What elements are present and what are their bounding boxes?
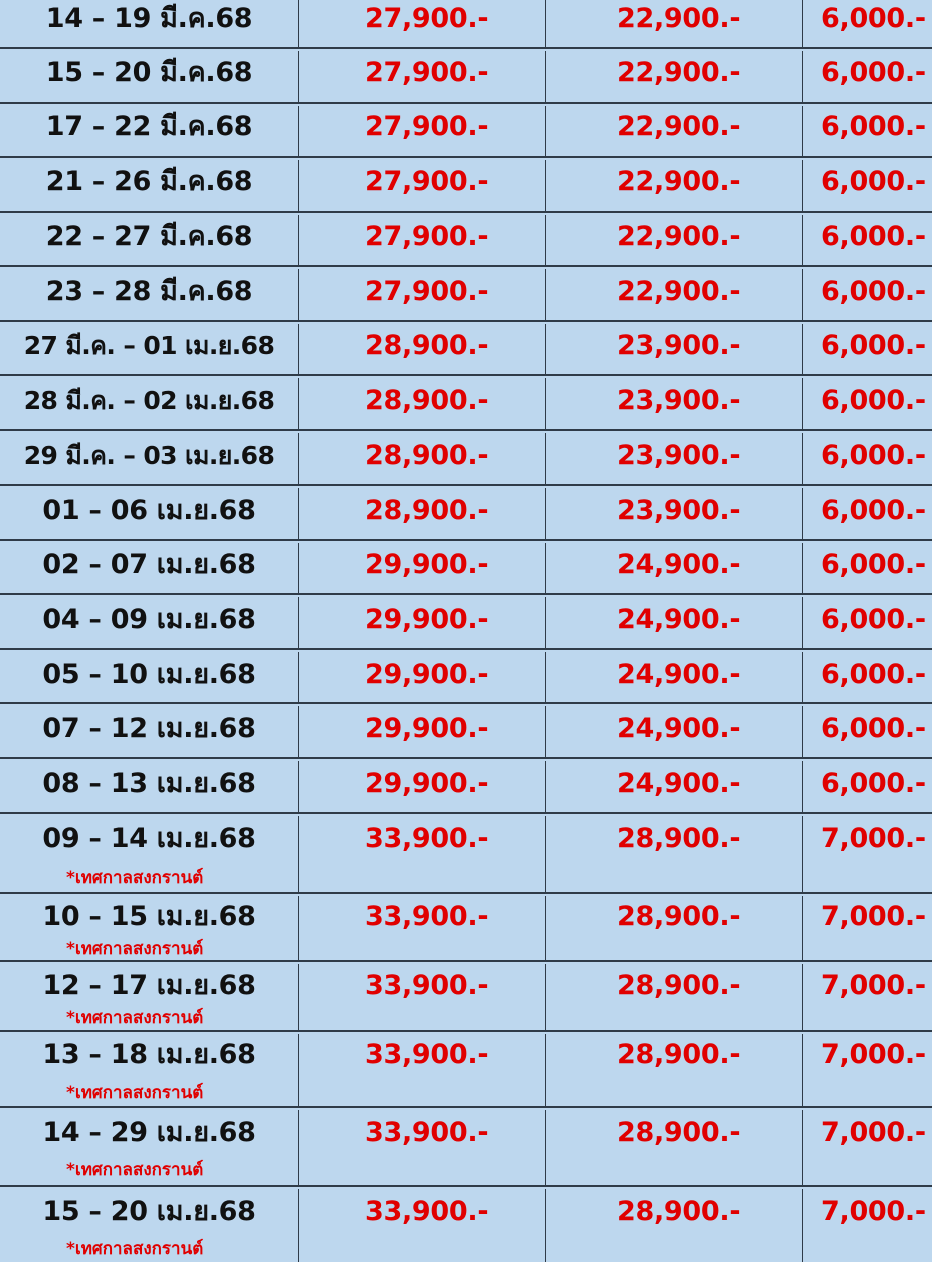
adult-price-cell: [298, 269, 545, 320]
child-price-cell: [545, 378, 802, 429]
child-price: 23,900.-: [617, 330, 741, 361]
child-price-cell: [545, 706, 802, 757]
adult-price-cell: [298, 1189, 545, 1262]
date-cell: [0, 51, 298, 102]
single-supplement-price-cell: [802, 652, 932, 702]
child-price: 23,900.-: [617, 385, 741, 416]
child-price-cell: [545, 160, 802, 211]
child-price: 22,900.-: [617, 221, 741, 252]
travel-date: 02 – 07 เม.ย.68: [42, 549, 256, 580]
single-supplement-price: 6,000.-: [821, 549, 926, 580]
travel-date: 01 – 06 เม.ย.68: [42, 495, 256, 526]
single-supplement-price: 7,000.-: [821, 823, 926, 854]
single-supplement-price: 7,000.-: [821, 1196, 926, 1227]
child-price-cell: [545, 51, 802, 102]
single-supplement-price-cell: [802, 896, 932, 960]
child-price-cell: [545, 433, 802, 484]
adult-price: 27,900.-: [365, 276, 489, 307]
adult-price: 27,900.-: [365, 3, 489, 34]
child-price: 22,900.-: [617, 276, 741, 307]
adult-price: 33,900.-: [365, 823, 489, 854]
adult-price: 29,900.-: [365, 713, 489, 744]
songkran-festival-note: *เทศกาลสงกรานต์: [66, 1239, 204, 1259]
adult-price: 29,900.-: [365, 659, 489, 690]
single-supplement-price-cell: [802, 964, 932, 1030]
travel-date: 27 มี.ค. – 01 เม.ย.68: [23, 331, 275, 360]
single-supplement-price-cell: [802, 816, 932, 892]
child-price: 28,900.-: [617, 823, 741, 854]
travel-date: 14 – 19 มี.ค.68: [45, 3, 253, 34]
child-price: 24,900.-: [617, 768, 741, 799]
single-supplement-price-cell: [802, 324, 932, 374]
adult-price-cell: [298, 816, 545, 892]
date-cell: [0, 324, 298, 374]
table-row: [0, 761, 932, 814]
table-row: [0, 896, 932, 962]
table-row: [0, 488, 932, 541]
adult-price-cell: [298, 51, 545, 102]
child-price: 24,900.-: [617, 604, 741, 635]
adult-price: 28,900.-: [365, 495, 489, 526]
table-row: [0, 51, 932, 104]
single-supplement-price-cell: [802, 1110, 932, 1185]
single-supplement-price: 7,000.-: [821, 1039, 926, 1070]
single-supplement-price-cell: [802, 597, 932, 648]
adult-price: 33,900.-: [365, 901, 489, 932]
adult-price-cell: [298, 1034, 545, 1106]
child-price: 22,900.-: [617, 3, 741, 34]
table-row: [0, 597, 932, 650]
date-cell: [0, 1034, 298, 1106]
single-supplement-price: 6,000.-: [821, 330, 926, 361]
adult-price: 28,900.-: [365, 385, 489, 416]
travel-date: 08 – 13 เม.ย.68: [42, 768, 256, 799]
adult-price-cell: [298, 964, 545, 1030]
single-supplement-price-cell: [802, 51, 932, 102]
date-cell: [0, 433, 298, 484]
child-price-cell: [545, 324, 802, 374]
single-supplement-price-cell: [802, 488, 932, 539]
child-price: 23,900.-: [617, 440, 741, 471]
child-price-cell: [545, 1034, 802, 1106]
adult-price-cell: [298, 896, 545, 960]
child-price-cell: [545, 488, 802, 539]
table-row: [0, 0, 932, 49]
date-cell: [0, 652, 298, 702]
adult-price-cell: [298, 378, 545, 429]
travel-date: 23 – 28 มี.ค.68: [45, 276, 253, 307]
travel-date: 21 – 26 มี.ค.68: [45, 166, 253, 197]
child-price-cell: [545, 215, 802, 265]
child-price: 22,900.-: [617, 57, 741, 88]
date-cell: [0, 0, 298, 47]
adult-price: 29,900.-: [365, 768, 489, 799]
travel-date: 22 – 27 มี.ค.68: [45, 221, 253, 252]
adult-price: 28,900.-: [365, 330, 489, 361]
travel-date: 10 – 15 เม.ย.68: [42, 901, 256, 932]
adult-price: 33,900.-: [365, 1196, 489, 1227]
single-supplement-price: 6,000.-: [821, 604, 926, 635]
date-cell: [0, 160, 298, 211]
adult-price: 27,900.-: [365, 111, 489, 142]
single-supplement-price: 6,000.-: [821, 713, 926, 744]
table-row: [0, 1110, 932, 1187]
songkran-festival-note: *เทศกาลสงกรานต์: [66, 868, 204, 888]
single-supplement-price-cell: [802, 433, 932, 484]
adult-price-cell: [298, 761, 545, 812]
table-row: [0, 964, 932, 1032]
adult-price: 29,900.-: [365, 604, 489, 635]
travel-date: 05 – 10 เม.ย.68: [42, 659, 256, 690]
travel-date: 14 – 29 เม.ย.68: [42, 1117, 256, 1148]
single-supplement-price: 7,000.-: [821, 1117, 926, 1148]
adult-price-cell: [298, 488, 545, 539]
table-row: [0, 1034, 932, 1108]
date-cell: [0, 378, 298, 429]
adult-price: 27,900.-: [365, 57, 489, 88]
table-row: [0, 816, 932, 894]
travel-date: 15 – 20 มี.ค.68: [45, 57, 253, 88]
table-row: [0, 160, 932, 213]
date-cell: [0, 706, 298, 757]
travel-date: 28 มี.ค. – 02 เม.ย.68: [23, 386, 275, 415]
adult-price-cell: [298, 1110, 545, 1185]
date-cell: [0, 964, 298, 1030]
single-supplement-price: 6,000.-: [821, 385, 926, 416]
child-price-cell: [545, 816, 802, 892]
adult-price-cell: [298, 597, 545, 648]
songkran-festival-note: *เทศกาลสงกรานต์: [66, 1160, 204, 1180]
child-price-cell: [545, 1189, 802, 1262]
single-supplement-price-cell: [802, 706, 932, 757]
date-cell: [0, 761, 298, 812]
songkran-festival-note: *เทศกาลสงกรานต์: [66, 939, 204, 959]
songkran-festival-note: *เทศกาลสงกรานต์: [66, 1008, 204, 1028]
child-price-cell: [545, 964, 802, 1030]
child-price: 22,900.-: [617, 166, 741, 197]
date-cell: [0, 896, 298, 960]
table-row: [0, 324, 932, 376]
date-cell: [0, 106, 298, 156]
table-row: [0, 543, 932, 595]
table-row: [0, 215, 932, 267]
travel-date: 09 – 14 เม.ย.68: [42, 823, 256, 854]
single-supplement-price-cell: [802, 160, 932, 211]
date-cell: [0, 816, 298, 892]
single-supplement-price: 6,000.-: [821, 221, 926, 252]
adult-price: 29,900.-: [365, 549, 489, 580]
child-price-cell: [545, 0, 802, 47]
date-cell: [0, 488, 298, 539]
table-row: [0, 706, 932, 759]
single-supplement-price: 6,000.-: [821, 57, 926, 88]
table-row: [0, 269, 932, 322]
date-cell: [0, 215, 298, 265]
single-supplement-price-cell: [802, 761, 932, 812]
date-cell: [0, 1189, 298, 1262]
date-cell: [0, 269, 298, 320]
child-price: 28,900.-: [617, 970, 741, 1001]
adult-price-cell: [298, 324, 545, 374]
child-price-cell: [545, 597, 802, 648]
single-supplement-price-cell: [802, 378, 932, 429]
single-supplement-price: 6,000.-: [821, 495, 926, 526]
adult-price-cell: [298, 215, 545, 265]
single-supplement-price: 6,000.-: [821, 659, 926, 690]
child-price: 23,900.-: [617, 495, 741, 526]
single-supplement-price-cell: [802, 106, 932, 156]
single-supplement-price-cell: [802, 1034, 932, 1106]
single-supplement-price: 6,000.-: [821, 111, 926, 142]
adult-price-cell: [298, 433, 545, 484]
single-supplement-price: 7,000.-: [821, 901, 926, 932]
child-price: 28,900.-: [617, 1117, 741, 1148]
child-price-cell: [545, 896, 802, 960]
adult-price-cell: [298, 160, 545, 211]
date-cell: [0, 543, 298, 593]
single-supplement-price: 6,000.-: [821, 276, 926, 307]
child-price-cell: [545, 543, 802, 593]
single-supplement-price-cell: [802, 1189, 932, 1262]
child-price-cell: [545, 106, 802, 156]
single-supplement-price-cell: [802, 215, 932, 265]
adult-price-cell: [298, 106, 545, 156]
travel-date: 29 มี.ค. – 03 เม.ย.68: [23, 441, 275, 470]
adult-price: 33,900.-: [365, 1039, 489, 1070]
adult-price: 33,900.-: [365, 970, 489, 1001]
travel-date: 07 – 12 เม.ย.68: [42, 713, 256, 744]
table-row: [0, 378, 932, 431]
single-supplement-price-cell: [802, 269, 932, 320]
child-price-cell: [545, 269, 802, 320]
child-price: 24,900.-: [617, 659, 741, 690]
child-price: 28,900.-: [617, 901, 741, 932]
adult-price-cell: [298, 652, 545, 702]
table-row: [0, 652, 932, 704]
child-price: 28,900.-: [617, 1039, 741, 1070]
adult-price: 27,900.-: [365, 166, 489, 197]
table-row: [0, 433, 932, 486]
table-row: [0, 1189, 932, 1262]
adult-price-cell: [298, 706, 545, 757]
adult-price-cell: [298, 0, 545, 47]
date-cell: [0, 1110, 298, 1185]
child-price: 28,900.-: [617, 1196, 741, 1227]
table-row: [0, 106, 932, 158]
travel-date: 12 – 17 เม.ย.68: [42, 970, 256, 1001]
child-price: 22,900.-: [617, 111, 741, 142]
single-supplement-price: 6,000.-: [821, 3, 926, 34]
travel-date: 04 – 09 เม.ย.68: [42, 604, 256, 635]
child-price-cell: [545, 1110, 802, 1185]
single-supplement-price: 6,000.-: [821, 768, 926, 799]
travel-date: 13 – 18 เม.ย.68: [42, 1039, 256, 1070]
adult-price-cell: [298, 543, 545, 593]
travel-date: 15 – 20 เม.ย.68: [42, 1196, 256, 1227]
adult-price: 27,900.-: [365, 221, 489, 252]
single-supplement-price: 6,000.-: [821, 166, 926, 197]
single-supplement-price-cell: [802, 0, 932, 47]
adult-price: 28,900.-: [365, 440, 489, 471]
date-cell: [0, 597, 298, 648]
single-supplement-price: 7,000.-: [821, 970, 926, 1001]
child-price: 24,900.-: [617, 549, 741, 580]
single-supplement-price-cell: [802, 543, 932, 593]
adult-price: 33,900.-: [365, 1117, 489, 1148]
single-supplement-price: 6,000.-: [821, 440, 926, 471]
travel-date: 17 – 22 มี.ค.68: [45, 111, 253, 142]
child-price-cell: [545, 652, 802, 702]
child-price-cell: [545, 761, 802, 812]
songkran-festival-note: *เทศกาลสงกรานต์: [66, 1083, 204, 1103]
child-price: 24,900.-: [617, 713, 741, 744]
